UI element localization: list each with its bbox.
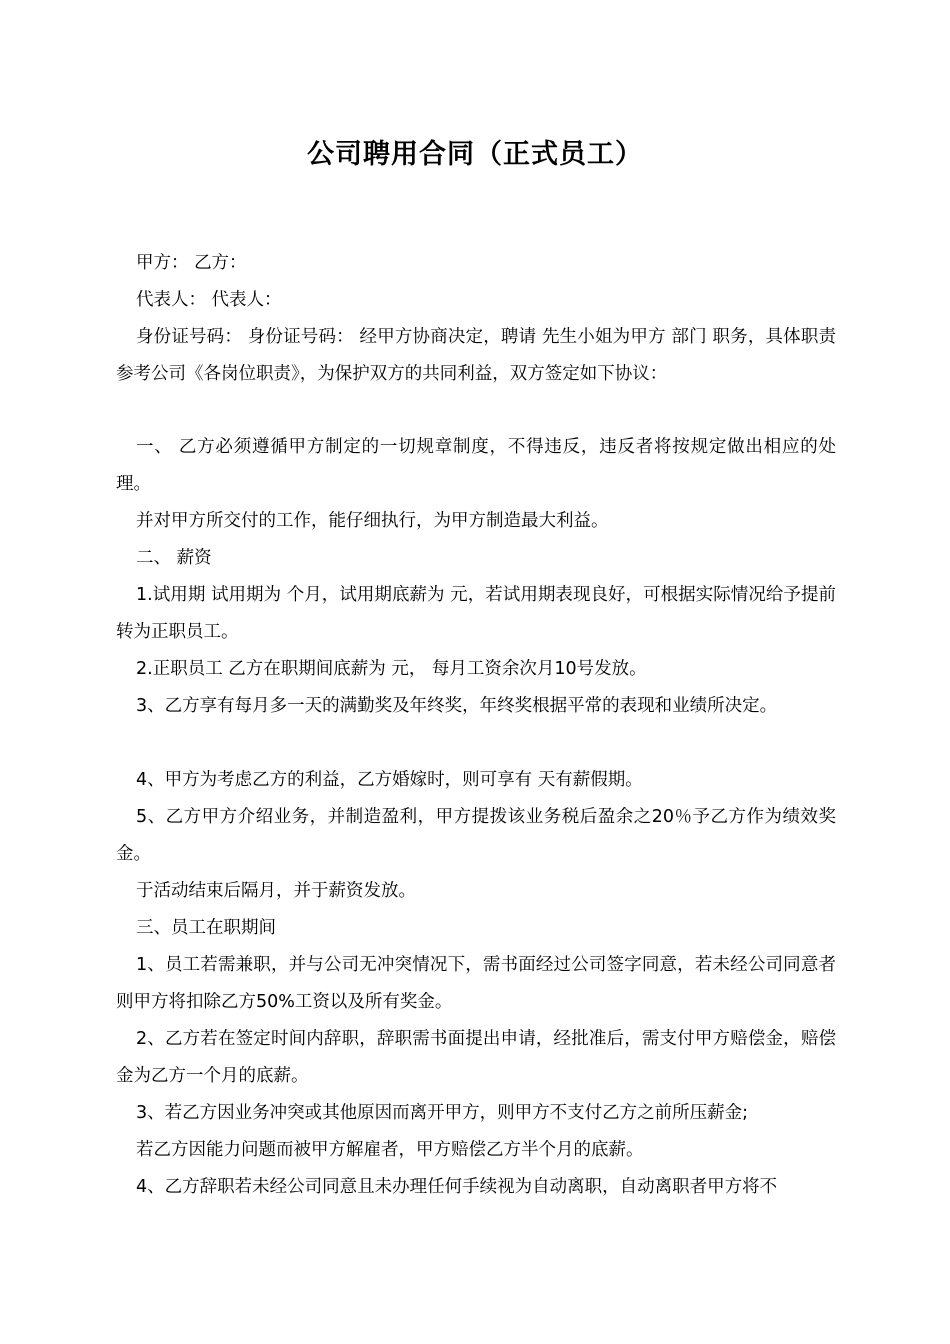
section-heading-employment: 三、员工在职期间 xyxy=(136,918,276,938)
paragraph-salary-probation: 1.试用期 试用期为 个月，试用期底薪为 元，若试用期表现良好，可根据实际情况给予提前转为正职员工。 xyxy=(116,585,836,642)
paragraph-salary-bonus: 3、乙方享有每月多一天的满勤奖及年终奖，年终奖根据平常的表现和业绩所决定。 xyxy=(136,696,778,716)
paragraph-clause-1-cont: 并对甲方所交付的工作，能仔细执行，为甲方制造最大利益。 xyxy=(136,511,609,531)
paragraph-employment-resignation: 2、乙方若在签定时间内辞职，辞职需书面提出申请，经批准后，需支付甲方赔偿金，赔偿金为乙方一个月的底薪。 xyxy=(116,1029,836,1086)
paragraph-employment-parttime: 1、员工若需兼职，并与公司无冲突情况下，需书面经过公司签字同意，若未经公司同意者则甲方将扣除乙方50%工资以及所有奖金。 xyxy=(116,955,836,1012)
section-heading-salary: 二、 薪资 xyxy=(136,548,212,568)
document-body xyxy=(116,245,836,1206)
paragraph-salary-regular: 2.正职员工 乙方在职期间底薪为 元， 每月工资余次月10号发放。 xyxy=(136,659,647,679)
paragraph-salary-commission-cont: 于活动结束后隔月，并于薪资发放。 xyxy=(136,881,416,901)
paragraph-salary-leave: 4、甲方为考虑乙方的利益，乙方婚嫁时，则可享有 天有薪假期。 xyxy=(136,770,643,790)
document-title: 公司聘用合同（正式员工） xyxy=(307,139,643,170)
paragraph-employment-leaving: 3、若乙方因业务冲突或其他原因而离开甲方，则甲方不支付乙方之前所压薪金; xyxy=(136,1103,749,1123)
paragraph-employment-self-leave: 4、乙方辞职若未经公司同意且未办理任何手续视为自动离职，自动离职者甲方将不 xyxy=(136,1177,778,1197)
paragraph-salary-commission: 5、乙方甲方介绍业务，并制造盈利，甲方提拨该业务税后盈余之20％予乙方作为绩效奖金。 xyxy=(116,807,836,864)
paragraph-id-and-intro: 身份证号码： 身份证号码： 经甲方协商决定，聘请 先生小姐为甲方 部门 职务，具体职责参考公司《各岗位职责》，为保护双方的共同利益，双方签定如下协议： xyxy=(116,327,836,384)
paragraph-clause-1: 一、 乙方必须遵循甲方制定的一切规章制度，不得违反，违反者将按规定做出相应的处理。 xyxy=(116,437,836,494)
paragraph-parties: 甲方： 乙方： xyxy=(136,253,247,273)
paragraph-representatives: 代表人： 代表人： xyxy=(136,290,282,310)
paragraph-employment-dismissal: 若乙方因能力问题而被甲方解雇者，甲方赔偿乙方半个月的底薪。 xyxy=(136,1140,644,1160)
